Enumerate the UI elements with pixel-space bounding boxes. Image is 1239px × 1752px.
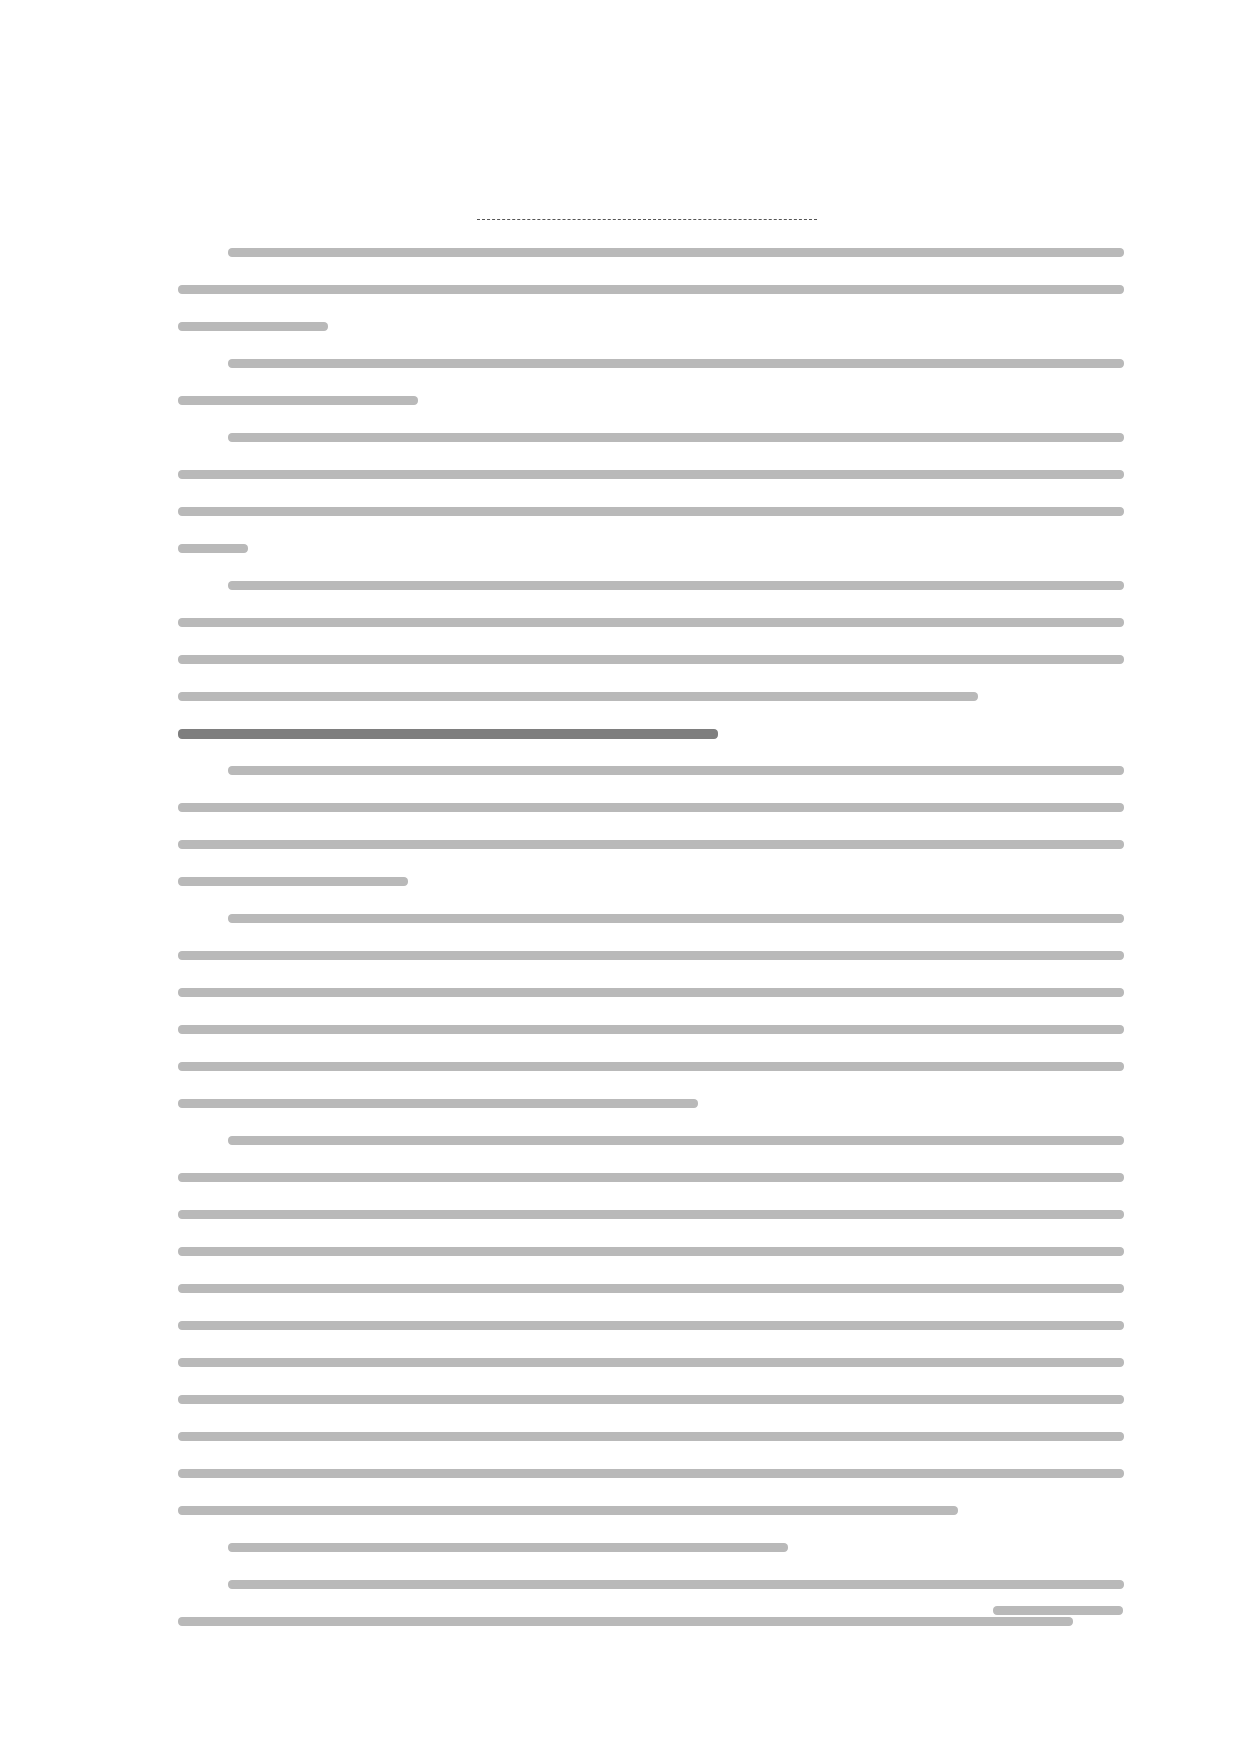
text-line — [178, 1574, 1124, 1594]
text-line — [178, 982, 1124, 1002]
text-line — [178, 1352, 1124, 1372]
text-line — [178, 1019, 1124, 1039]
text-line — [178, 797, 1124, 817]
text-line — [178, 242, 1124, 262]
text-line — [178, 279, 1124, 299]
text-line — [178, 1278, 1124, 1298]
title-divider — [477, 219, 817, 220]
text-line — [178, 1389, 1124, 1409]
text-line — [178, 908, 1124, 928]
text-line — [178, 1056, 1124, 1076]
text-line — [178, 649, 1124, 669]
text-line — [178, 834, 1124, 854]
text-line — [178, 390, 1124, 410]
text-line — [178, 1500, 1124, 1520]
text-line — [178, 1130, 1124, 1150]
text-line — [178, 427, 1124, 447]
text-line — [178, 612, 1124, 632]
text-line — [178, 1315, 1124, 1335]
text-line — [178, 1204, 1124, 1224]
text-line — [178, 871, 1124, 891]
text-line — [178, 1167, 1124, 1187]
section-heading — [178, 723, 1124, 743]
text-line — [178, 945, 1124, 965]
text-line — [178, 1426, 1124, 1446]
text-line — [178, 316, 1124, 336]
text-line — [178, 686, 1124, 706]
text-line — [178, 353, 1124, 373]
document-body — [178, 242, 1124, 1648]
text-line — [178, 501, 1124, 521]
text-line — [178, 464, 1124, 484]
text-line — [178, 1611, 1124, 1631]
text-line — [178, 1241, 1124, 1261]
text-line — [178, 1537, 1124, 1557]
text-line — [178, 1093, 1124, 1113]
text-line — [178, 538, 1124, 558]
continuation-catchword — [993, 1600, 1123, 1620]
text-line — [178, 1463, 1124, 1483]
text-line — [178, 760, 1124, 780]
text-line — [178, 575, 1124, 595]
